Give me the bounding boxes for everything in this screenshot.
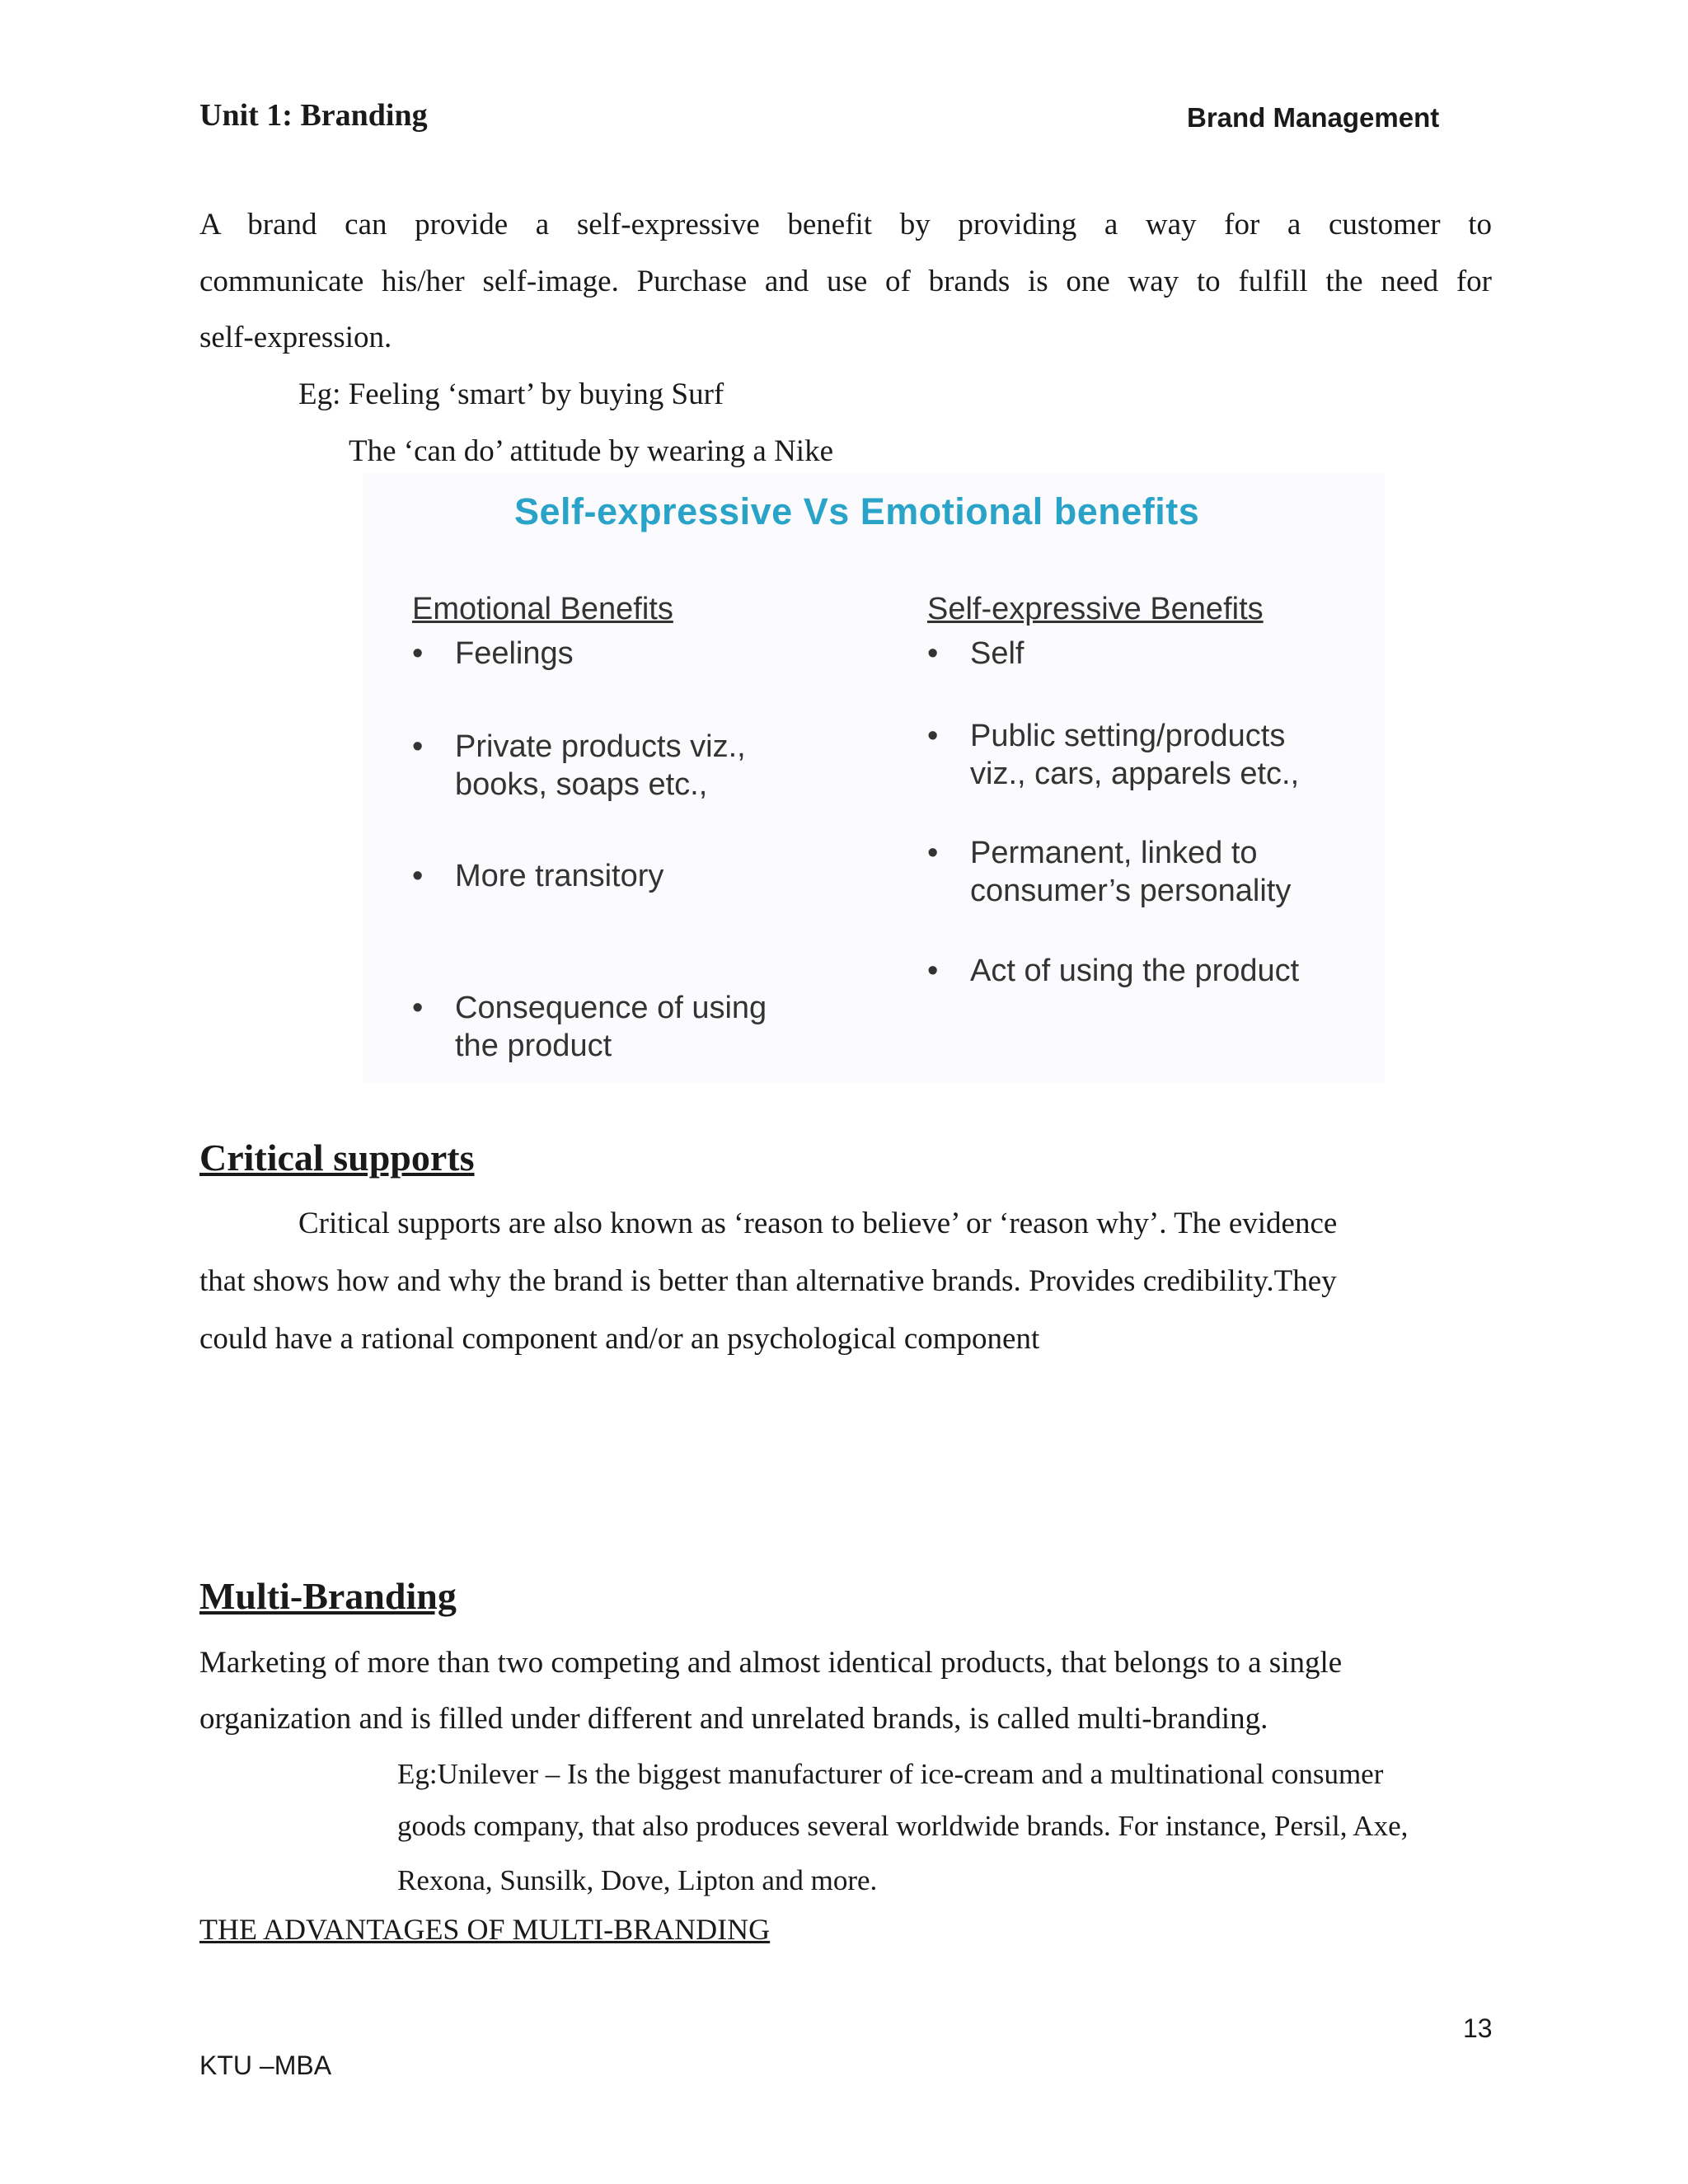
self-expressive-benefit-item [927,635,1025,673]
emotional-benefit-item [412,989,767,1065]
critical-supports-line-1: Critical supports are also known as ‘reason to believe’ or ‘reason why’. The evidence [298,1207,1338,1240]
emotional-benefit-text: Consequence of using [455,991,767,1025]
intro-line-1: A brand can provide a self-expressive benefit by providing a way for a customer to [199,208,1492,241]
critical-supports-heading: Critical supports [199,1137,475,1179]
self-expressive-benefit-text: Public setting/products [970,719,1286,753]
intro-line-3: self-expression. [199,321,392,354]
self-expressive-benefit-text: Act of using the product [970,954,1300,988]
self-expressive-benefit-text: viz., cars, apparels etc., [970,757,1300,791]
multi-branding-line-1: Marketing of more than two competing and almost identical products, that belongs to a single [199,1646,1343,1680]
multi-branding-heading: Multi-Branding [199,1575,457,1617]
intro-example-2: The ‘can do’ attitude by wearing a Nike [349,434,833,468]
footer-label: KTU –MBA [199,2050,332,2080]
bullet-icon: • [927,836,939,870]
emotional-benefit-text: the product [455,1029,612,1063]
bullet-icon: • [927,954,939,988]
self-expressive-benefit-text: consumer’s personality [970,874,1292,908]
critical-supports-line-3: could have a rational component and/or an psychological component [199,1322,1040,1356]
self-expressive-benefits-heading: Self-expressive Benefits [927,592,1264,626]
bullet-icon: • [412,636,424,671]
bullet-icon: • [412,991,424,1025]
advantages-heading: THE ADVANTAGES OF MULTI-BRANDING [199,1913,771,1946]
bullet-icon: • [412,859,424,893]
multi-branding-example-line-3: Rexona, Sunsilk, Dove, Lipton and more. [397,1864,878,1896]
self-expressive-benefit-text: Permanent, linked to [970,836,1258,870]
bullet-icon: • [927,636,939,671]
self-expressive-benefit-item [927,834,1292,910]
emotional-benefit-text: Private products viz., [455,729,746,764]
page-number: 13 [1463,2013,1493,2043]
self-expressive-benefit-text: Self [970,636,1025,671]
emotional-benefit-text: More transitory [455,859,664,893]
emotional-benefit-item [412,728,746,804]
emotional-benefits-heading: Emotional Benefits [412,592,673,626]
self-expressive-benefit-item [927,952,1300,990]
comparison-title: Self-expressive Vs Emotional benefits [514,490,1200,532]
self-expressive-benefit-item [927,717,1300,793]
multi-branding-example-line-1: Eg:Unilever – Is the biggest manufacturer of ice-cream and a multinational consumer [397,1758,1384,1790]
bullet-icon: • [412,729,424,764]
intro-example-1: Eg: Feeling ‘smart’ by buying Surf [298,377,724,411]
critical-supports-line-2: that shows how and why the brand is better than alternative brands. Provides credibility.They [199,1264,1337,1298]
emotional-benefit-item [412,857,664,895]
multi-branding-line-2: organization and is filled under different and unrelated brands, is called multi-branding. [199,1702,1268,1736]
header-subject-title: Brand Management [1187,102,1440,133]
header-unit-title: Unit 1: Branding [199,98,428,133]
multi-branding-example-line-2: goods company, that also produces several worldwide brands. For instance, Persil, Axe, [397,1810,1409,1842]
intro-line-2: communicate his/her self-image. Purchase and use of brands is one way to fulfill the need for [199,265,1492,298]
emotional-benefit-item [412,635,574,673]
bullet-icon: • [927,719,939,753]
emotional-benefit-text: Feelings [455,636,574,671]
emotional-benefit-text: books, soaps etc., [455,767,708,802]
